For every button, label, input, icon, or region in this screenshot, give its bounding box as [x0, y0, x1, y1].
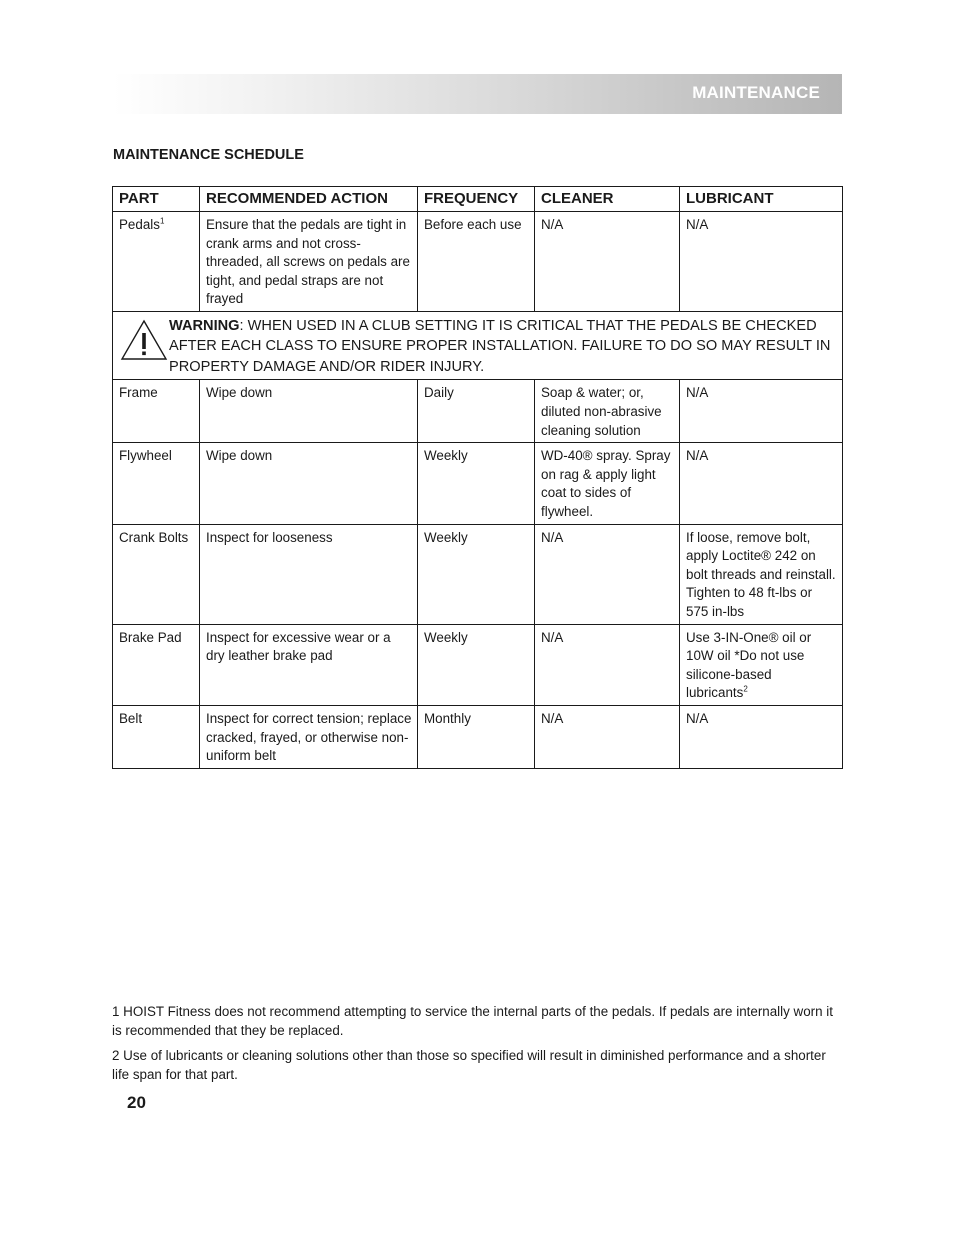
cell-part: Frame: [113, 380, 200, 443]
table-header-row: [113, 187, 843, 212]
warning-cell: [113, 311, 843, 380]
cell-frequency: Weekly: [418, 524, 535, 624]
cell-action: Wipe down: [200, 380, 418, 443]
cell-part: Crank Bolts: [113, 524, 200, 624]
schedule-title: MAINTENANCE SCHEDULE: [113, 147, 304, 163]
warning-triangle-icon: [119, 318, 169, 362]
cell-lubricant: N/A: [680, 380, 843, 443]
table-row: [113, 524, 843, 624]
column-header-frequency: FREQUENCY: [418, 187, 535, 212]
section-header-title: MAINTENANCE: [692, 83, 820, 102]
section-header-band: [113, 74, 842, 114]
cell-action: Wipe down: [200, 443, 418, 524]
cell-part: Brake Pad: [113, 624, 200, 705]
cell-lubricant: N/A: [680, 443, 843, 524]
table-row: [113, 443, 843, 524]
footnotes: [112, 1003, 842, 1091]
cell-cleaner: N/A: [535, 212, 680, 312]
cell-action: Inspect for correct tension; replace cracked, frayed, or otherwise non-uniform belt: [200, 705, 418, 768]
cell-lubricant: N/A: [680, 212, 843, 312]
cell-lubricant: If loose, remove bolt, apply Loctite® 242 on bolt threads and reinstall. Tighten to 48 ft-lbs or 575 in-lbs: [680, 524, 843, 624]
cell-frequency: Before each use: [418, 212, 535, 312]
cell-frequency: Daily: [418, 380, 535, 443]
footnote-ref: 1: [159, 216, 165, 226]
footnote-1: 1 HOIST Fitness does not recommend attempting to service the internal parts of the pedals. If pedals are internally worn it is recommended that they be replaced.: [112, 1004, 833, 1038]
column-header-cleaner: CLEANER: [535, 187, 680, 212]
cell-action: Ensure that the pedals are tight in crank arms and not cross-threaded, all screws on pedals are tight, and pedal straps are not frayed: [200, 212, 418, 312]
cell-lubricant: N/A: [680, 705, 843, 768]
warning-row: [113, 311, 843, 380]
cell-part: Flywheel: [113, 443, 200, 524]
cell-frequency: Weekly: [418, 443, 535, 524]
cell-cleaner: N/A: [535, 524, 680, 624]
table-row: [113, 380, 843, 443]
cell-frequency: Weekly: [418, 624, 535, 705]
table-row: [113, 705, 843, 768]
cell-cleaner: Soap & water; or, diluted non-abrasive cleaning solution: [535, 380, 680, 443]
cell-action: Inspect for excessive wear or a dry leather brake pad: [200, 624, 418, 705]
cell-action: Inspect for looseness: [200, 524, 418, 624]
maintenance-schedule-table: [112, 186, 843, 769]
cell-cleaner: N/A: [535, 705, 680, 768]
cell-frequency: Monthly: [418, 705, 535, 768]
page-number: 20: [127, 1093, 146, 1112]
cell-part: Belt: [113, 705, 200, 768]
column-header-action: RECOMMENDED ACTION: [200, 187, 418, 212]
cell-lubricant: Use 3-IN-One® oil or 10W oil *Do not use silicone-based lubricants$^2$: [680, 624, 843, 705]
footnote-2: 2 Use of lubricants or cleaning solutions other than those so specified will result in diminished performance and a shorter life span for that part.: [112, 1048, 826, 1082]
warning-label: WARNING: [169, 317, 240, 334]
table-row: [113, 212, 843, 312]
cell-part: Pedals$^1$: [113, 212, 200, 312]
column-header-part: PART: [113, 187, 200, 212]
column-header-lubricant: LUBRICANT: [680, 187, 843, 212]
footnote-ref: 2: [743, 684, 748, 694]
warning-text: WARNING: WHEN USED IN A CLUB SETTING IT IS CRITICAL THAT THE PEDALS BE CHECKED AFTER EACH CLASS TO ENSURE PROPER INSTALLATION. FAILURE TO DO SO MAY RESULT IN PROPERTY DAMAGE AND/OR RIDER INJURY.: [169, 317, 831, 375]
table-row: [113, 624, 843, 705]
cell-cleaner: WD-40® spray. Spray on rag & apply light coat to sides of flywheel.: [535, 443, 680, 524]
cell-cleaner: N/A: [535, 624, 680, 705]
